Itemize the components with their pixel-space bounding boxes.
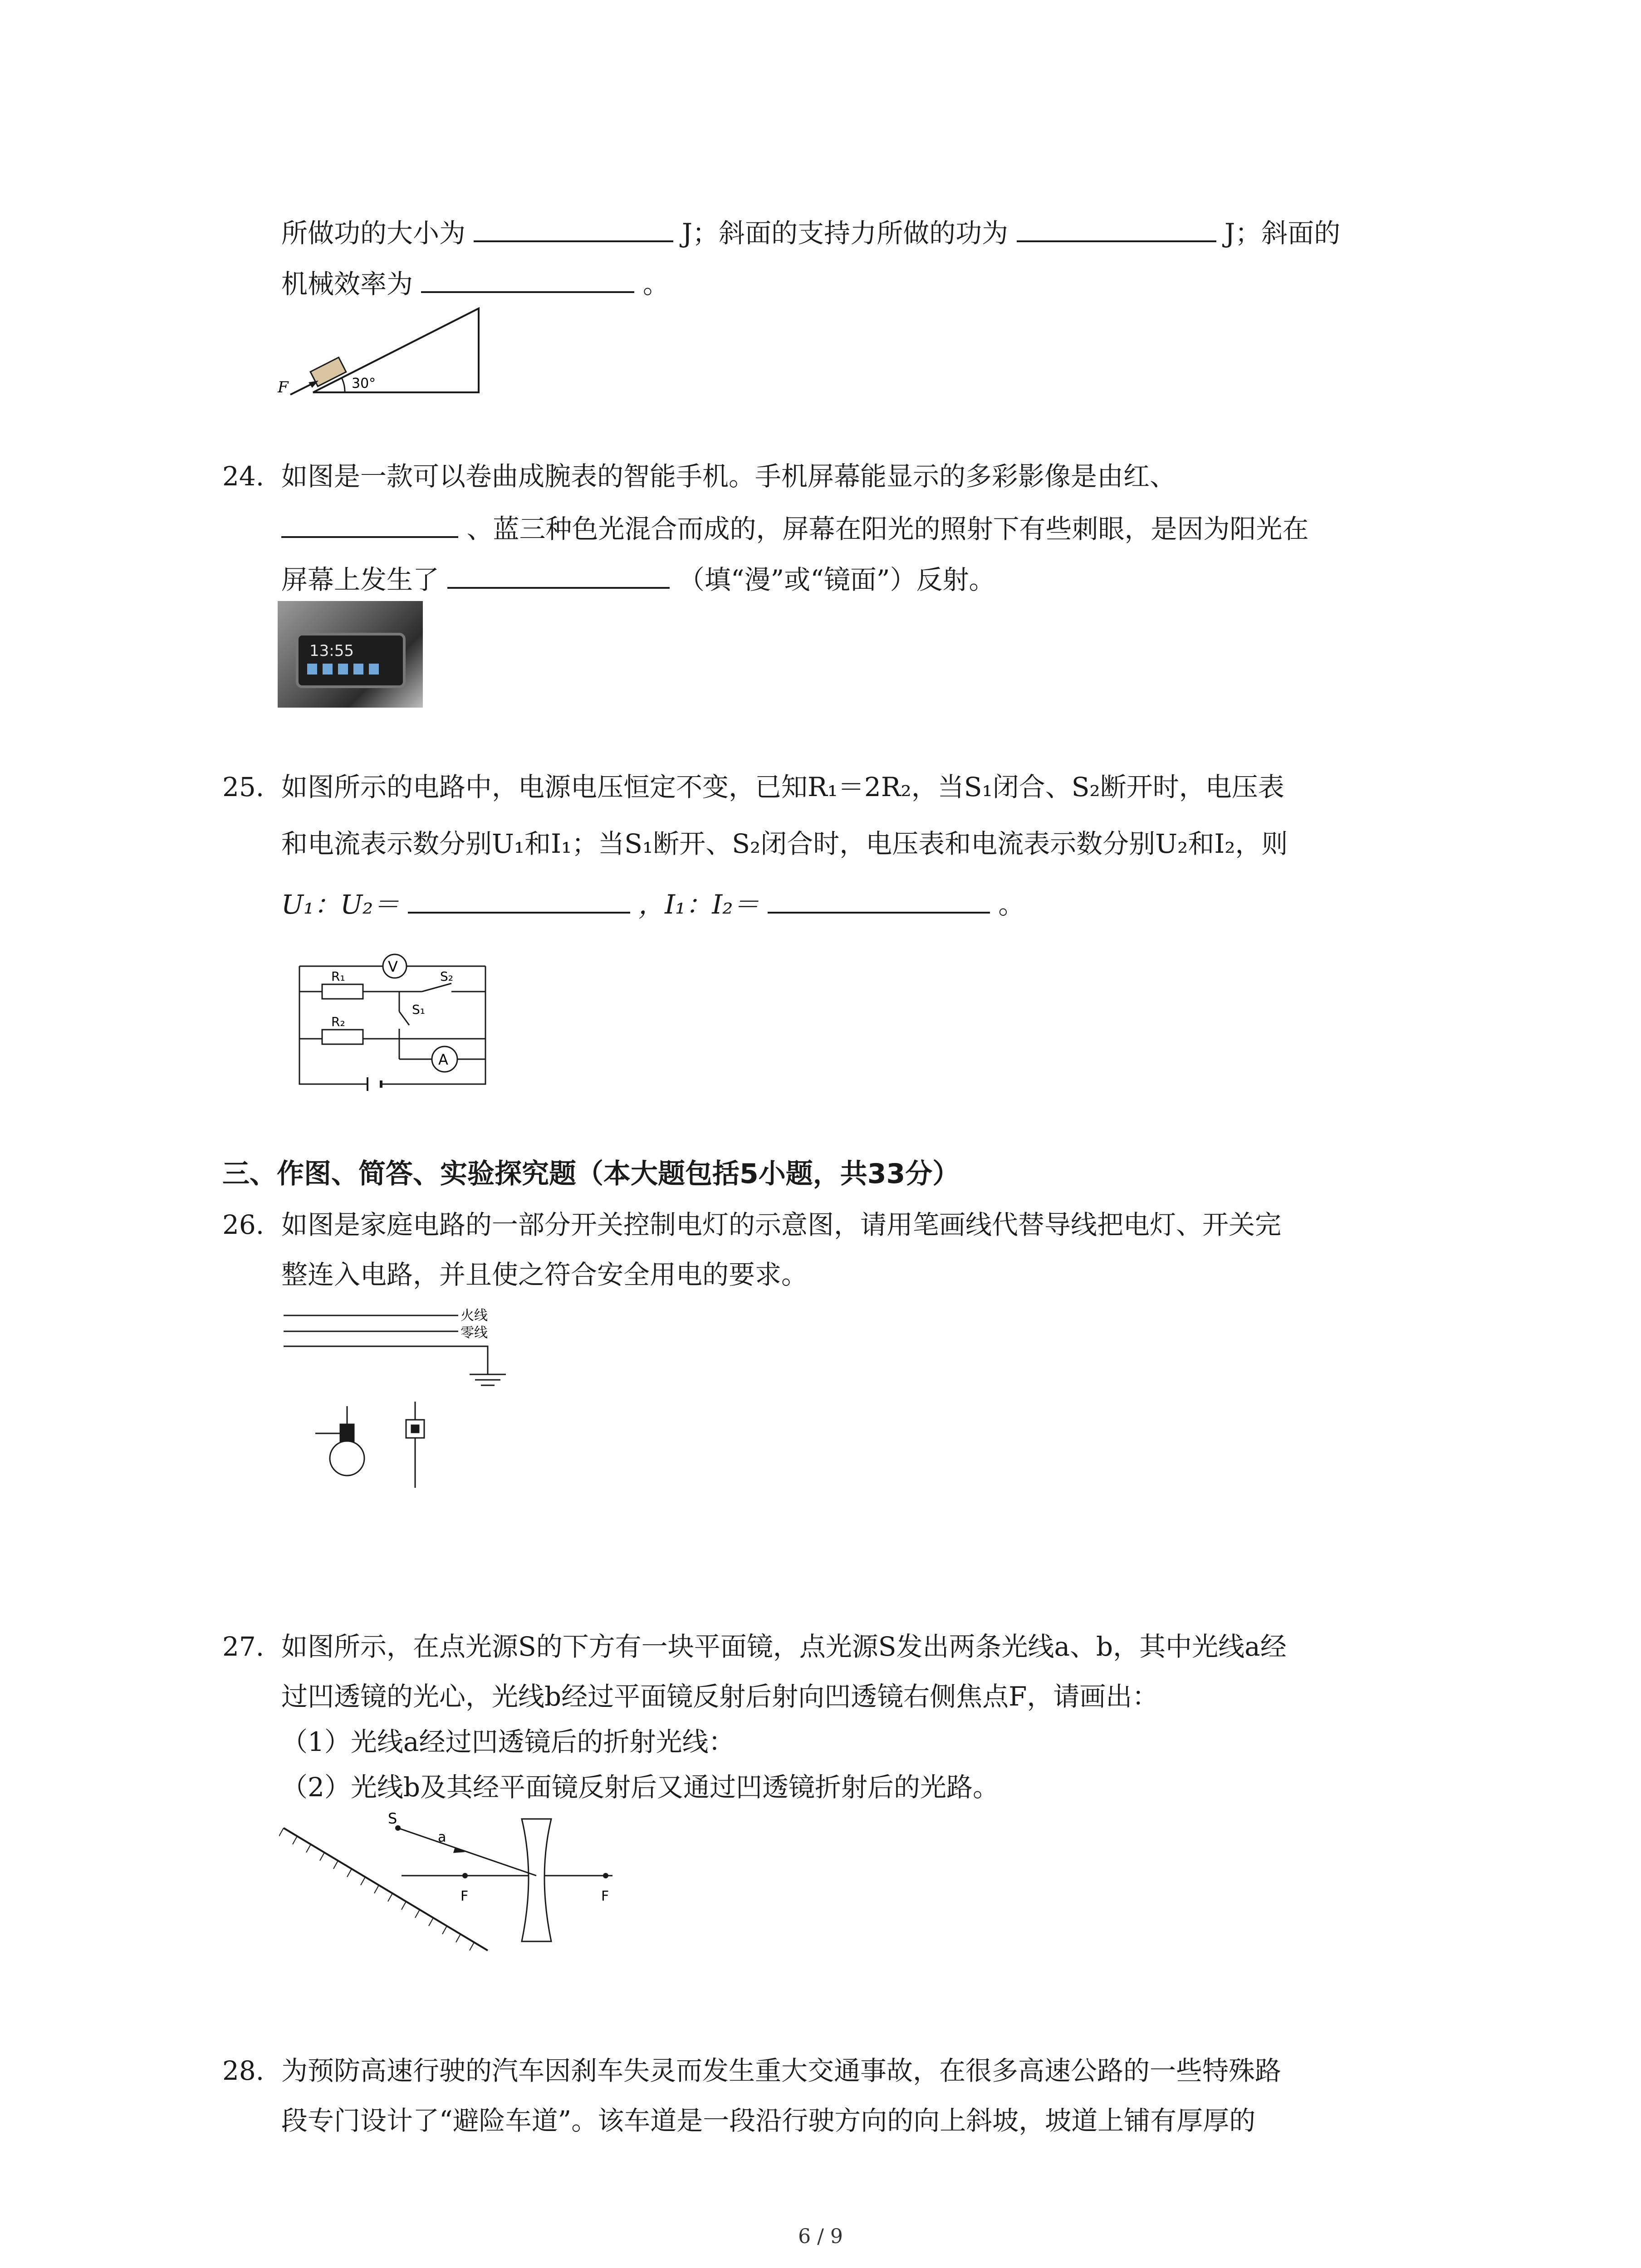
page-number: 6 / 9 bbox=[798, 2225, 843, 2248]
q27-line-1: 如图所示，在点光源S的下方有一块平面镜，点光源S发出两条光线a、b，其中光线a经 bbox=[281, 1631, 1287, 1662]
q23-text-e: 。 bbox=[642, 269, 669, 299]
wire-bottom-right bbox=[381, 966, 485, 1084]
phone-screen bbox=[296, 633, 406, 688]
q26-line-2: 整连入电路，并且使之符合安全用电的要求。 bbox=[281, 1259, 808, 1290]
q23-text-a: 所做功的大小为 bbox=[281, 218, 466, 249]
mirror-hatching bbox=[279, 1828, 474, 1950]
q24-blank-reflection[interactable] bbox=[447, 560, 670, 589]
s2-label: S₂ bbox=[440, 969, 453, 984]
lamp-bulb bbox=[330, 1441, 364, 1476]
q28-line-2: 段专门设计了“避险车道”。该车道是一段沿行驶方向的向上斜坡，坡道上铺有厚厚的 bbox=[281, 2105, 1256, 2136]
section-heading: 三、作图、简答、实验探究题（本大题包括5小题，共33分） bbox=[222, 1158, 960, 1190]
left-focus-point bbox=[462, 1873, 468, 1878]
r1-label: R₁ bbox=[331, 969, 345, 984]
s1-label: S₁ bbox=[412, 1002, 425, 1017]
q24-number: 24. bbox=[222, 461, 265, 492]
q23-text-b: J；斜面的支持力所做的功为 bbox=[681, 218, 1009, 249]
q24-line-2 bbox=[281, 509, 1308, 547]
q27-line-3: （1）光线a经过凹透镜后的折射光线： bbox=[281, 1726, 735, 1757]
phone-app-icons bbox=[307, 664, 384, 675]
q26-line-1: 如图是家庭电路的一部分开关控制电灯的示意图，请用笔画线代替导线把电灯、开关完 bbox=[281, 1209, 1282, 1240]
force-arrow bbox=[290, 383, 313, 395]
lamp-socket bbox=[340, 1424, 354, 1442]
live-wire-label: 火线 bbox=[460, 1308, 488, 1324]
q23-text-c: J；斜面的 bbox=[1225, 218, 1341, 249]
voltmeter-label: V bbox=[388, 958, 398, 975]
resistor-r2 bbox=[322, 1030, 363, 1044]
q25-number: 25. bbox=[222, 772, 265, 802]
q25-line-1: 如图所示的电路中，电源电压恒定不变，已知R₁＝2R₂，当S₁闭合、S₂断开时，电压表 bbox=[281, 772, 1284, 802]
angle-arc bbox=[342, 378, 345, 392]
q27-optics-figure bbox=[279, 1810, 624, 1964]
ammeter-label: A bbox=[438, 1051, 448, 1068]
earth-wire bbox=[284, 1346, 488, 1374]
source-label: S bbox=[388, 1810, 397, 1827]
q24-line-1: 如图是一款可以卷曲成腕表的智能手机。手机屏幕能显示的多彩影像是由红、 bbox=[281, 461, 1176, 492]
switch-s2 bbox=[422, 983, 451, 992]
q25-line-2: 和电流表示数分别U₁和I₁；当S₁断开、S₂闭合时，电压表和电流表示数分别U₂和I₂，则 bbox=[281, 828, 1288, 859]
q25-circuit-figure bbox=[290, 948, 495, 1098]
angle-label: 30° bbox=[352, 376, 376, 391]
ray-a-label: a bbox=[438, 1829, 446, 1845]
force-label: F bbox=[278, 378, 289, 396]
q25-text-a: U₁：U₂＝ bbox=[281, 889, 400, 920]
left-focus-label: F bbox=[460, 1888, 469, 1904]
q23-blank-support-work[interactable] bbox=[1017, 213, 1216, 242]
q28-line-1: 为预防高速行驶的汽车因刹车失灵而发生重大交通事故，在很多高速公路的一些特殊路 bbox=[281, 2055, 1282, 2086]
q27-number: 27. bbox=[222, 1631, 265, 1662]
q25-blank-voltage-ratio[interactable] bbox=[408, 885, 630, 914]
q25-text-c: 。 bbox=[998, 889, 1025, 920]
q23-blank-efficiency[interactable] bbox=[421, 264, 634, 293]
q27-line-4: （2）光线b及其经平面镜反射后又通过凹透镜折射后的光路。 bbox=[281, 1772, 999, 1803]
incline-triangle bbox=[313, 308, 479, 392]
q24-text-b: 、蓝三种色光混合而成的，屏幕在阳光的照射下有些刺眼，是因为阳光在 bbox=[466, 513, 1309, 544]
r2-label: R₂ bbox=[331, 1014, 345, 1029]
q23-line-2 bbox=[281, 264, 669, 302]
q25-text-b: ，I₁：I₂＝ bbox=[638, 889, 759, 920]
q24-blank-color[interactable] bbox=[281, 509, 458, 538]
resistor-r1 bbox=[322, 984, 363, 999]
q27-line-2: 过凹透镜的光心，光线b经过平面镜反射后射向凹透镜右侧焦点F，请画出： bbox=[281, 1681, 1159, 1712]
plane-mirror bbox=[284, 1828, 488, 1950]
right-focus-label: F bbox=[601, 1888, 609, 1904]
ray-a bbox=[398, 1828, 536, 1876]
phone-time: 13:55 bbox=[309, 642, 354, 660]
q26-number: 26. bbox=[222, 1209, 265, 1240]
q23-text-d: 机械效率为 bbox=[281, 269, 413, 299]
q24-text-c: 屏幕上发生了 bbox=[281, 564, 440, 595]
q23-incline-figure bbox=[277, 302, 490, 399]
neutral-wire-label: 零线 bbox=[460, 1325, 488, 1341]
q23-blank-work[interactable] bbox=[474, 213, 673, 242]
switch-s1 bbox=[399, 1012, 409, 1025]
q25-line-3 bbox=[281, 885, 1024, 923]
q23-line-1 bbox=[281, 213, 1340, 251]
q24-line-3 bbox=[281, 560, 995, 598]
right-focus-point bbox=[603, 1873, 608, 1878]
q24-phone-photo bbox=[278, 601, 423, 708]
q24-text-d: （填“漫”或“镜面”）反射。 bbox=[678, 564, 995, 595]
q25-blank-current-ratio[interactable] bbox=[768, 885, 990, 914]
q26-household-circuit-figure bbox=[279, 1302, 506, 1492]
q28-number: 28. bbox=[222, 2055, 265, 2086]
concave-lens bbox=[522, 1819, 551, 1941]
